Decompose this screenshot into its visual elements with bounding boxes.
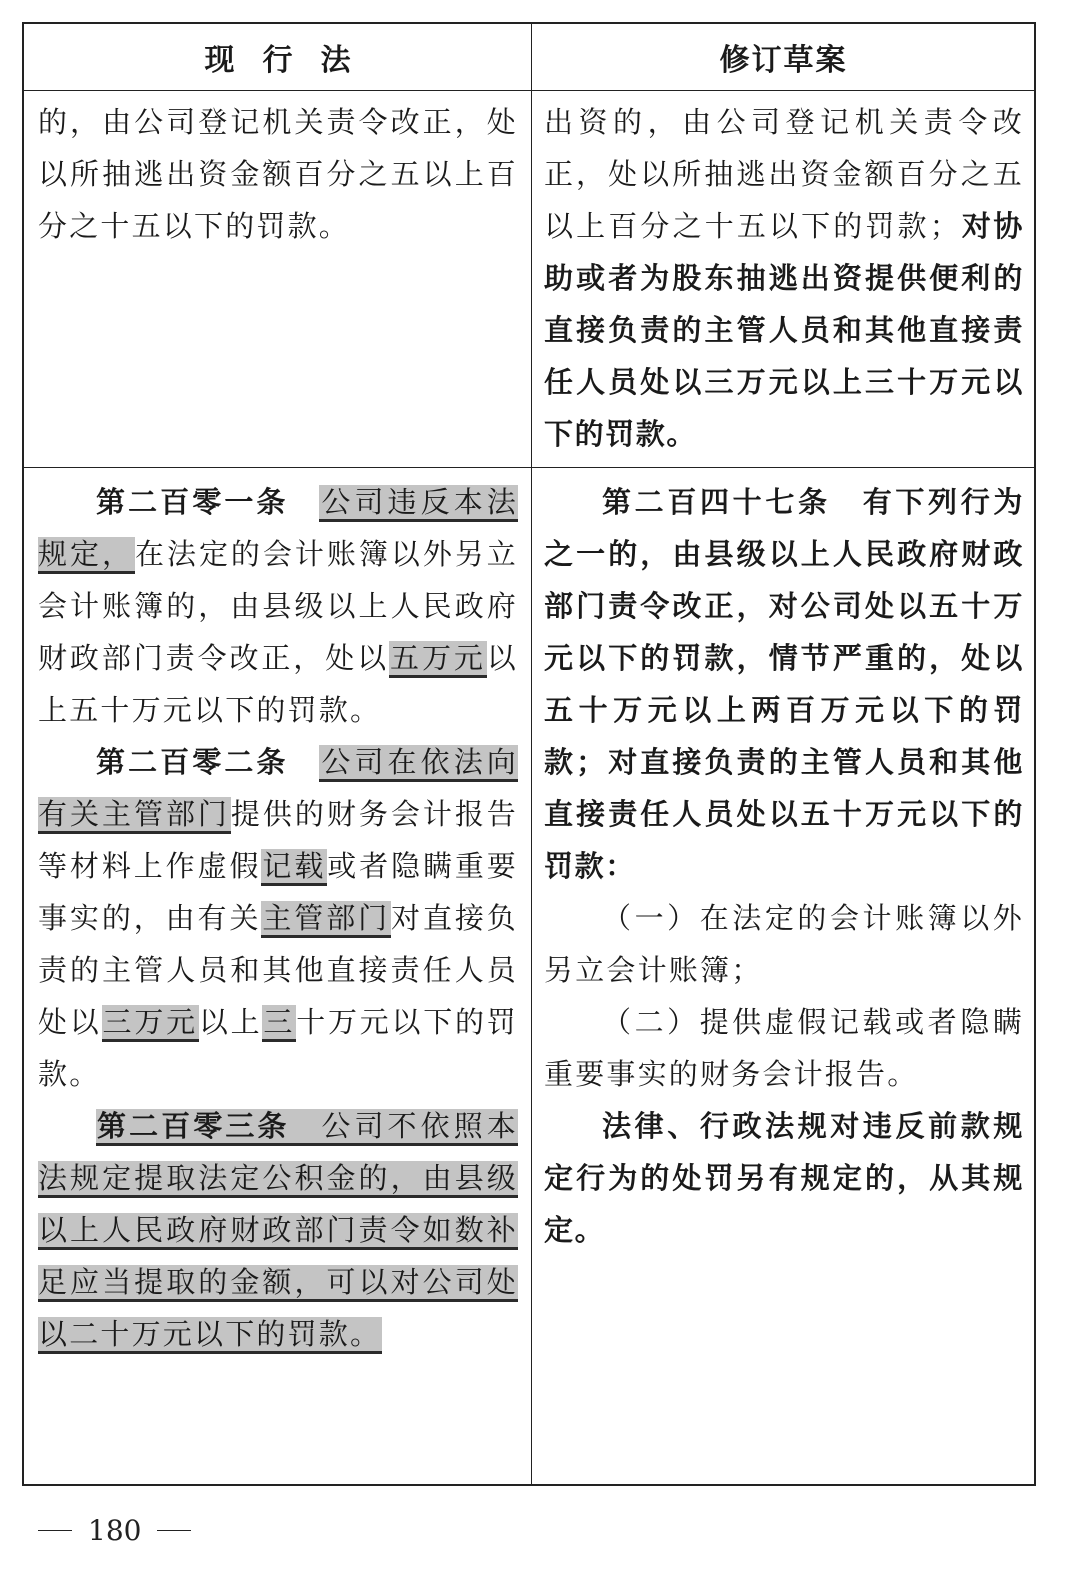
article-201-text-2: 以上五十万元以下的罚款。 (38, 641, 518, 727)
header-divider (24, 90, 1034, 91)
article-202-highlight-2: 记载 (261, 849, 327, 886)
article-202-highlight-5: 三 (262, 1005, 296, 1042)
article-203 (38, 1100, 518, 1360)
article-202-highlight-1: 公司在依法向有关主管部门 (38, 745, 518, 834)
row1-revision-added: 对协助或者为股东抽逃出资提供便利的直接负责的主管人员和其他直接责任人员处以三万元以上三十万元以下的罚款。 (544, 209, 1024, 451)
item-2-text: 提供虚假记载或者隐瞒重要事实的财务会计报告。 (544, 1005, 1024, 1091)
column-divider (531, 24, 532, 1484)
footer-dash-left (38, 1530, 72, 1531)
header-current-law: 现行法 (204, 43, 379, 78)
article-202-highlight-3: 主管部门 (261, 901, 391, 938)
row2-revision-cell (544, 476, 1024, 1256)
row-divider (24, 467, 1034, 468)
row1-current-law-text: 的，由公司登记机关责令改正，处以所抽逃出资金额百分之五以上百分之十五以下的罚款。 (38, 105, 518, 243)
row2-current-law-cell (38, 476, 518, 1360)
row1-current-law-cell (38, 96, 518, 252)
item-2-number: （二） (602, 1005, 700, 1039)
article-201-highlight-1: 公司违反本法规定， (38, 485, 518, 574)
item-1-text: 在法定的会计账簿以外另立会计账簿； (544, 901, 1024, 987)
comparison-table (22, 22, 1036, 1486)
article-247-item-1 (544, 892, 1024, 996)
page-footer (22, 1512, 207, 1548)
article-202-title: 第二百零二条 (96, 745, 289, 779)
article-247 (544, 476, 1024, 892)
article-247-title: 第二百四十七条 (602, 485, 831, 519)
article-201-title: 第二百零一条 (96, 485, 289, 519)
article-201-text-1: 在法定的会计账簿以外另立会计账簿的，由县级以上人民政府财政部门责令改正，处以 (38, 537, 518, 675)
header-revision-draft: 修订草案 (719, 43, 848, 78)
article-201 (38, 476, 518, 736)
article-202-text-5: 十万元以下的罚款。 (38, 1005, 519, 1091)
article-202-text-2: 或者隐瞒重要事实的，由有关 (38, 849, 519, 935)
article-247-closing: 法律、行政法规对违反前款规定行为的处罚另有规定的，从其规定。 (544, 1109, 1024, 1247)
article-202-text-3: 对直接负责的主管人员和其他直接责任人员处以 (38, 901, 518, 1039)
article-202-text-1: 提供的财务会计报告等材料上作虚假 (38, 797, 518, 883)
article-203-body: 公司不依照本法规定提取法定公积金的，由县级以上人民政府财政部门责令如数补足应当提取的金额，可以对公司处以二十万元以下的罚款。 (38, 1109, 518, 1351)
article-202-text-4: 以上 (198, 1005, 263, 1039)
article-203-title: 第二百零三条 (97, 1109, 290, 1143)
row1-revision-plain: 出资的，由公司登记机关责令改正，处以所抽逃出资金额百分之五以上百分之十五以下的罚款； (544, 105, 1024, 243)
row1-revision-cell (544, 96, 1024, 460)
footer-dash-right (157, 1530, 191, 1531)
article-202-highlight-4: 三万元 (102, 1005, 199, 1042)
article-201-highlight-2: 五万元 (389, 641, 487, 678)
article-202 (38, 736, 518, 1100)
article-247-body: 有下列行为之一的，由县级以上人民政府财政部门责令改正，对公司处以五十万元以下的罚款，情节严重的，处以五十万元以上两百万元以下的罚款；对直接负责的主管人员和其他直接责任人员处以五十万元以下的罚款： (544, 485, 1024, 883)
article-247-item-2 (544, 996, 1024, 1100)
row1-revision-text (544, 96, 1024, 460)
page-number: 180 (88, 1513, 142, 1547)
item-1-number: （一） (602, 901, 700, 935)
